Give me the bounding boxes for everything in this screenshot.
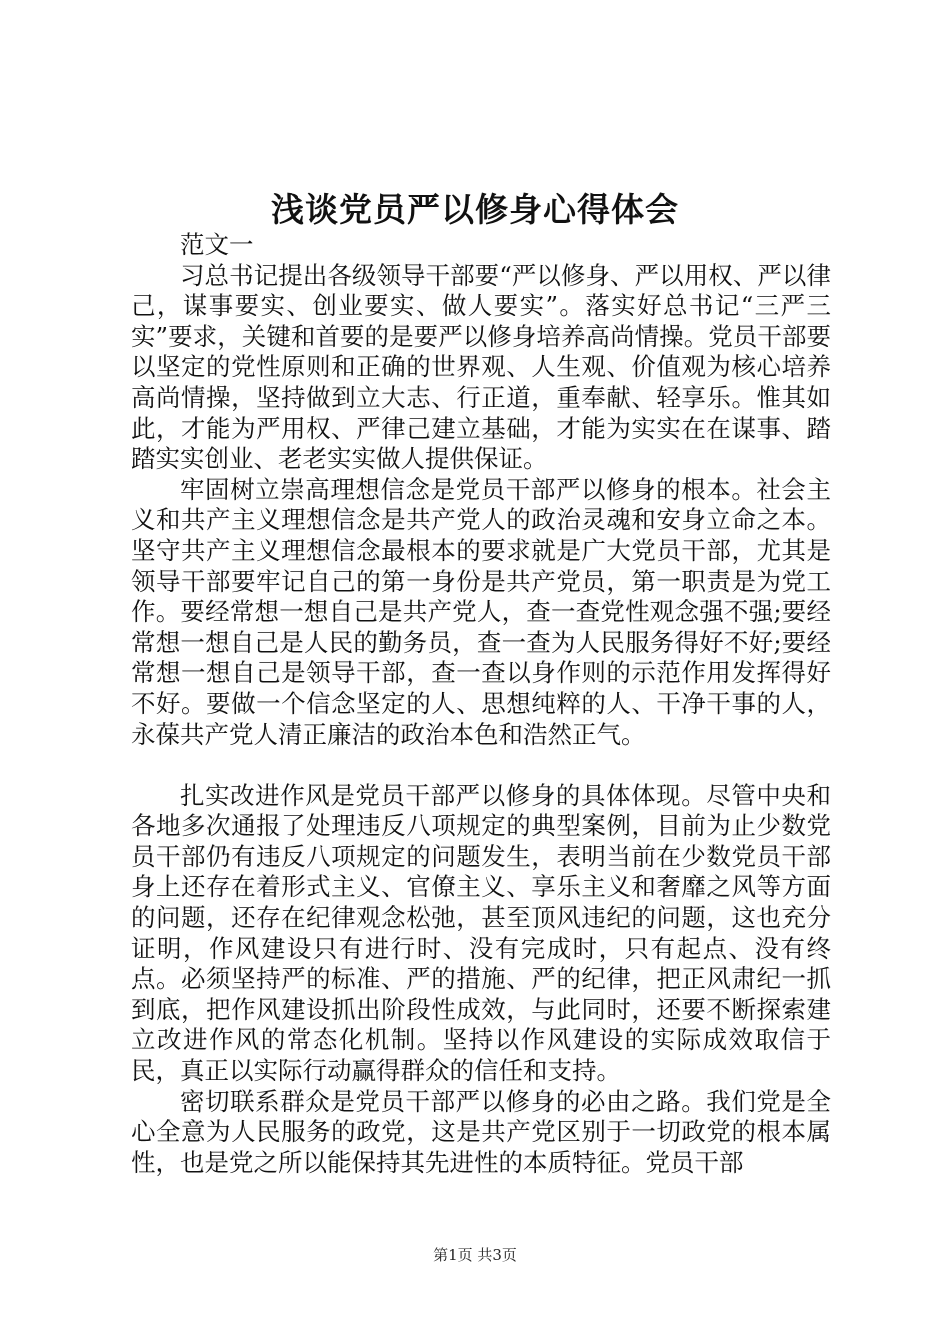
paragraph-gap: [131, 750, 831, 781]
paragraph-3: 扎实改进作风是党员干部严以修身的具体体现。尽管中央和各地多次通报了处理违反八项规定的典型案例，目前为止少数党员干部仍有违反八项规定的问题发生，表明当前在少数党员干部身上还存在着形式主义、官僚主义、享乐主义和奢靡之风等方面的问题，还存在纪律观念松弛，甚至顶风违纪的问题，这也充分证明，作风建设只有进行时、没有完成时，只有起点、没有终点。必须坚持严的标准、严的措施、严的纪律，把正风肃纪一抓到底，把作风建设抓出阶段性成效，与此同时，还要不断探索建立改进作风的常态化机制。坚持以作风建设的实际成效取信于民，真正以实际行动赢得群众的信任和支持。: [131, 780, 831, 1086]
page-footer: 第1页 共3页: [433, 1246, 517, 1264]
paragraph-4: 密切联系群众是党员干部严以修身的必由之路。我们党是全心全意为人民服务的政党，这是共产党区别于一切政党的根本属性，也是党之所以能保持其先进性的本质特征。党员干部: [131, 1086, 831, 1177]
document-title: 浅谈党员严以修身心得体会: [271, 190, 679, 229]
document-body: [131, 230, 831, 1178]
paragraph-2: 牢固树立崇高理想信念是党员干部严以修身的根本。社会主义和共产主义理想信念是共产党人的政治灵魂和安身立命之本。坚守共产主义理想信念最根本的要求就是广大党员干部，尤其是领导干部要牢记自己的第一身份是共产党员，第一职责是为党工作。要经常想一想自己是共产党人，查一查党性观念强不强;要经常想一想自己是人民的勤务员，查一查为人民服务得好不好;要经常想一想自己是领导干部，查一查以身作则的示范作用发挥得好不好。要做一个信念坚定的人、思想纯粹的人、干净干事的人，永葆共产党人清正廉洁的政治本色和浩然正气。: [131, 474, 831, 749]
section-label: 范文一: [180, 230, 254, 259]
paragraph-1: 习总书记提出各级领导干部要“严以修身、严以用权、严以律己，谋事要实、创业要实、做人要实”。落实好总书记“三严三实”要求，关键和首要的是要严以修身培养高尚情操。党员干部要以坚定的党性原则和正确的世界观、人生观、价值观为核心培养高尚情操，坚持做到立大志、行正道，重奉献、轻享乐。惟其如此，才能为严用权、严律己建立基础，才能为实实在在谋事、踏踏实实创业、老老实实做人提供保证。: [131, 260, 831, 474]
